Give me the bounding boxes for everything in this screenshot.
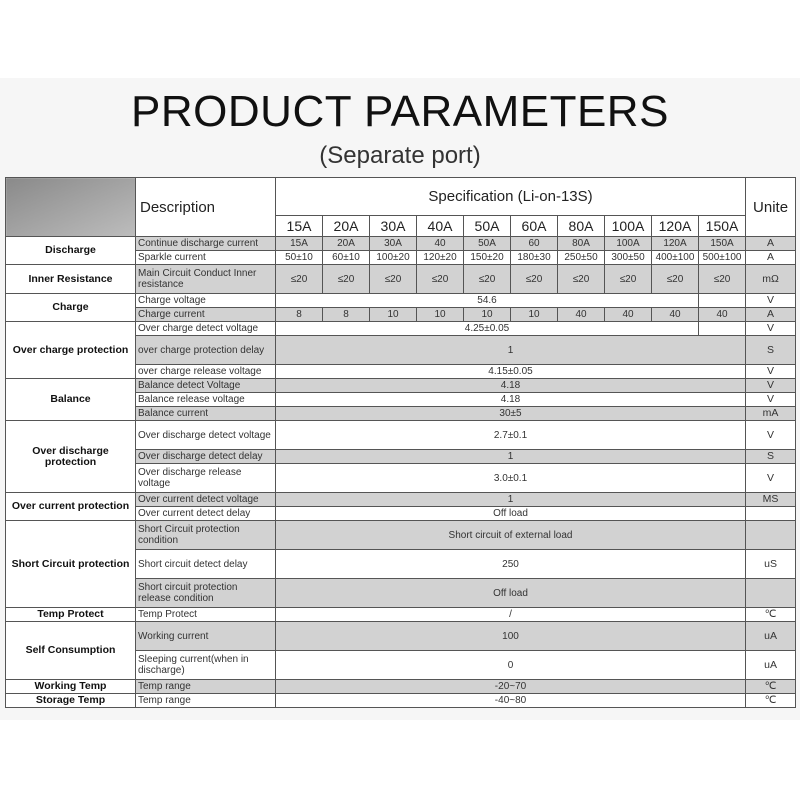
- unit-cell: V: [746, 365, 796, 379]
- capacity-header: 15A: [276, 216, 323, 237]
- bottom-margin: [0, 720, 800, 800]
- table-row: [6, 294, 796, 308]
- value-cell: 4.18: [276, 379, 746, 393]
- unit-cell: V: [746, 393, 796, 407]
- value-cell: 50±10: [276, 251, 323, 265]
- table-row: [6, 608, 796, 622]
- category-over-current: Over current protection: [6, 493, 136, 521]
- unit-cell: uA: [746, 622, 796, 651]
- value-cell: 2.7±0.1: [276, 421, 746, 450]
- value-cell: 180±30: [511, 251, 558, 265]
- value-cell: 10: [511, 308, 558, 322]
- value-cell: 1: [276, 493, 746, 507]
- value-cell: 60: [511, 237, 558, 251]
- value-cell: 20A: [323, 237, 370, 251]
- value-cell: 1: [276, 336, 746, 365]
- row-label: Balance current: [136, 407, 276, 421]
- value-cell: 250±50: [558, 251, 605, 265]
- value-cell: 120A: [652, 237, 699, 251]
- category-self-consumption: Self Consumption: [6, 622, 136, 680]
- value-cell: -40~80: [276, 694, 746, 708]
- row-label: Sleeping current(when in discharge): [136, 651, 276, 680]
- unit-cell: mΩ: [746, 265, 796, 294]
- row-label: Balance detect Voltage: [136, 379, 276, 393]
- table-row: [6, 521, 796, 550]
- unit-cell: [746, 507, 796, 521]
- row-label: Charge voltage: [136, 294, 276, 308]
- unit-cell: A: [746, 237, 796, 251]
- category-charge: Charge: [6, 294, 136, 322]
- row-label: Temp range: [136, 680, 276, 694]
- category-over-charge: Over charge protection: [6, 322, 136, 379]
- page-title: PRODUCT PARAMETERS: [131, 87, 669, 136]
- value-cell: 8: [323, 308, 370, 322]
- row-label: over charge protection delay: [136, 336, 276, 365]
- value-cell: Off load: [276, 507, 746, 521]
- capacity-header: 150A: [699, 216, 746, 237]
- row-label: Continue discharge current: [136, 237, 276, 251]
- value-cell: 40: [652, 308, 699, 322]
- unit-cell: [746, 521, 796, 550]
- header-row: [6, 178, 796, 216]
- unit-cell: V: [746, 294, 796, 308]
- value-cell: 150±20: [464, 251, 511, 265]
- value-cell: ≤20: [511, 265, 558, 294]
- unit-cell: [746, 579, 796, 608]
- category-inner-resistance: Inner Resistance: [6, 265, 136, 294]
- row-label: Sparkle current: [136, 251, 276, 265]
- value-cell: 60±10: [323, 251, 370, 265]
- table-row: [6, 237, 796, 251]
- row-label: Short circuit detect delay: [136, 550, 276, 579]
- unit-cell: A: [746, 308, 796, 322]
- value-cell: 150A: [699, 237, 746, 251]
- value-cell: Off load: [276, 579, 746, 608]
- category-working-temp: Working Temp: [6, 680, 136, 694]
- capacity-header: 100A: [605, 216, 652, 237]
- value-cell: ≤20: [417, 265, 464, 294]
- value-cell: 40: [558, 308, 605, 322]
- value-cell: 400±100: [652, 251, 699, 265]
- value-cell: 100: [276, 622, 746, 651]
- value-cell: 4.18: [276, 393, 746, 407]
- value-cell: /: [276, 608, 746, 622]
- value-cell: ≤20: [605, 265, 652, 294]
- value-cell: ≤20: [699, 265, 746, 294]
- value-cell: 1: [276, 450, 746, 464]
- value-cell: ≤20: [464, 265, 511, 294]
- row-label: Balance release voltage: [136, 393, 276, 407]
- value-cell: ≤20: [370, 265, 417, 294]
- unit-cell: mA: [746, 407, 796, 421]
- capacity-header: 120A: [652, 216, 699, 237]
- unit-cell: V: [746, 421, 796, 450]
- unit-cell: ℃: [746, 694, 796, 708]
- value-cell: 100±20: [370, 251, 417, 265]
- value-cell: 40: [605, 308, 652, 322]
- capacity-header: 40A: [417, 216, 464, 237]
- row-label: Main Circuit Conduct Inner resistance: [136, 265, 276, 294]
- description-header: Description: [136, 178, 276, 237]
- category-over-discharge: Over discharge protection: [6, 421, 136, 493]
- value-cell: Short circuit of external load: [276, 521, 746, 550]
- value-cell: 40: [699, 308, 746, 322]
- table-row: [6, 694, 796, 708]
- unit-cell: A: [746, 251, 796, 265]
- value-cell: ≤20: [276, 265, 323, 294]
- unit-cell: V: [746, 379, 796, 393]
- value-cell: 100A: [605, 237, 652, 251]
- value-cell: 4.15±0.05: [276, 365, 746, 379]
- value-cell: 8: [276, 308, 323, 322]
- capacity-header: 60A: [511, 216, 558, 237]
- category-temp-protect: Temp Protect: [6, 608, 136, 622]
- value-cell: 80A: [558, 237, 605, 251]
- capacity-header: 80A: [558, 216, 605, 237]
- value-cell: 4.25±0.05: [276, 322, 699, 336]
- unit-cell: ℃: [746, 680, 796, 694]
- value-cell: 120±20: [417, 251, 464, 265]
- category-short-circuit: Short Circuit protection: [6, 521, 136, 608]
- value-cell: 30A: [370, 237, 417, 251]
- capacity-header: 50A: [464, 216, 511, 237]
- category-storage-temp: Storage Temp: [6, 694, 136, 708]
- top-margin: [0, 0, 800, 78]
- value-cell: 54.6: [276, 294, 699, 308]
- row-label: Short Circuit protection condition: [136, 521, 276, 550]
- row-label: Over current detect voltage: [136, 493, 276, 507]
- value-cell: ≤20: [558, 265, 605, 294]
- value-cell: 250: [276, 550, 746, 579]
- unit-cell: V: [746, 464, 796, 493]
- value-cell: ≤20: [323, 265, 370, 294]
- unit-cell: MS: [746, 493, 796, 507]
- unit-cell: S: [746, 450, 796, 464]
- row-label: Charge current: [136, 308, 276, 322]
- row-label: Over discharge detect voltage: [136, 421, 276, 450]
- category-discharge: Discharge: [6, 237, 136, 265]
- value-cell: 10: [464, 308, 511, 322]
- table-row: [6, 680, 796, 694]
- value-cell: -20~70: [276, 680, 746, 694]
- value-cell: ≤20: [652, 265, 699, 294]
- row-label: Temp range: [136, 694, 276, 708]
- unit-cell: uS: [746, 550, 796, 579]
- row-label: over charge release voltage: [136, 365, 276, 379]
- page-subtitle: (Separate port): [319, 142, 481, 169]
- row-label: Over discharge release voltage: [136, 464, 276, 493]
- category-balance: Balance: [6, 379, 136, 421]
- parameters-table: [5, 177, 796, 708]
- value-cell: 40: [417, 237, 464, 251]
- capacity-header: 20A: [323, 216, 370, 237]
- unit-cell: V: [746, 322, 796, 336]
- unit-header: Unite: [746, 178, 796, 237]
- value-cell: [699, 322, 746, 336]
- row-label: Working current: [136, 622, 276, 651]
- specification-header: Specification (Li-on-13S): [276, 178, 746, 216]
- table-row: [6, 322, 796, 336]
- row-label: Over discharge detect delay: [136, 450, 276, 464]
- unit-cell: uA: [746, 651, 796, 680]
- value-cell: 50A: [464, 237, 511, 251]
- table-row: [6, 265, 796, 294]
- unit-cell: S: [746, 336, 796, 365]
- value-cell: 300±50: [605, 251, 652, 265]
- row-label: Over current detect delay: [136, 507, 276, 521]
- table-row: [6, 493, 796, 507]
- row-label: Temp Protect: [136, 608, 276, 622]
- table-row: [6, 421, 796, 450]
- value-cell: 30±5: [276, 407, 746, 421]
- unit-cell: ℃: [746, 608, 796, 622]
- table-row: [6, 379, 796, 393]
- value-cell: 500±100: [699, 251, 746, 265]
- value-cell: 10: [417, 308, 464, 322]
- value-cell: 15A: [276, 237, 323, 251]
- row-label: Over charge detect voltage: [136, 322, 276, 336]
- row-label: Short circuit protection release condition: [136, 579, 276, 608]
- value-cell: 0: [276, 651, 746, 680]
- value-cell: [699, 294, 746, 308]
- table-row: [6, 622, 796, 651]
- value-cell: 10: [370, 308, 417, 322]
- capacity-header: 30A: [370, 216, 417, 237]
- value-cell: 3.0±0.1: [276, 464, 746, 493]
- corner-cell: [6, 178, 136, 237]
